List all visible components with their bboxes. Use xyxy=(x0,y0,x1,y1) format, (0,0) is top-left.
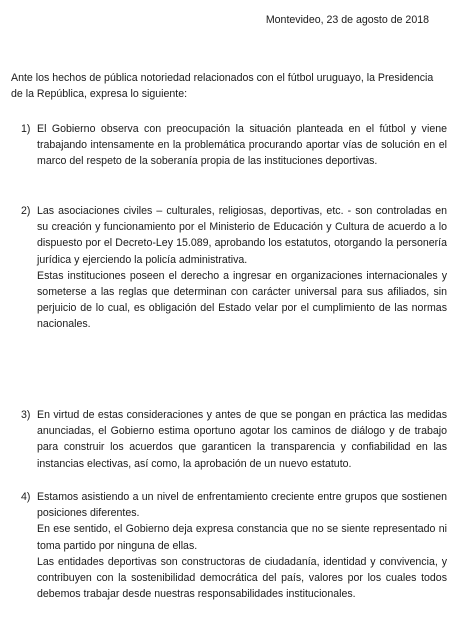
item-paragraph: Las asociaciones civiles – culturales, religiosas, deportivas, etc. - son controladas en su creación y funcionamiento por el Ministerio de Educación y Cultura de acuerdo a lo dispuesto por el Decreto-Ley 15.089, aprobando los estatutos, otorgando la personería jurídica y ejerciendo la policía administrativa. xyxy=(37,205,447,266)
item-number: 2) xyxy=(21,205,31,217)
item-paragraph: Las entidades deportivas son constructoras de ciudadanía, identidad y convivencia, y contribuyen con la sostenibilidad democrática del país, valores por los cuales todos debemos trabajar desde nuestras responsabilidades institucionales. xyxy=(37,555,447,601)
item-number: 3) xyxy=(21,409,31,421)
item-number: 4) xyxy=(21,491,31,503)
list-item-3 xyxy=(21,407,447,472)
item-paragraph: Estas instituciones poseen el derecho a ingresar en organizaciones internacionales y someterse a las reglas que determinan con carácter universal para sus afiliados, sin perjuicio de lo cual, es obligación del Estado velar por el cumplimiento de las normas nacionales. xyxy=(37,269,447,331)
item-body xyxy=(37,489,447,602)
item-paragraph: El Gobierno observa con preocupación la situación planteada en el fútbol y viene trabajando intensamente en la problemática procurando aportar vías de solución en el marco del respeto de la soberanía propia de las instituciones deportivas. xyxy=(37,123,447,168)
item-body xyxy=(37,203,447,333)
list-item-4 xyxy=(21,489,447,602)
item-body xyxy=(37,407,447,472)
list-item-2 xyxy=(21,203,447,333)
intro-paragraph: Ante los hechos de pública notoriedad relacionados con el fútbol uruguayo, la Presidencia de la República, expresa lo siguiente: xyxy=(11,72,434,101)
item-paragraph: En virtud de estas consideraciones y antes de que se pongan en práctica las medidas anunciadas, el Gobierno estima oportuno agotar los caminos de diálogo y de trabajo para construir los acuerdos que garanticen la transparencia y confiabilidad en las instancias electivas, así como, la aprobación de un nuevo estatuto. xyxy=(37,409,447,470)
item-number: 1) xyxy=(21,123,31,135)
list-item-1 xyxy=(21,121,447,170)
item-paragraph: Estamos asistiendo a un nivel de enfrentamiento creciente entre grupos que sostienen posiciones diferentes. xyxy=(37,491,447,520)
item-body xyxy=(37,121,447,170)
date-line: Montevideo, 23 de agosto de 2018 xyxy=(265,14,429,26)
item-paragraph: En ese sentido, el Gobierno deja expresa constancia que no se siente representado ni toma partido por ninguna de ellas. xyxy=(37,523,447,552)
